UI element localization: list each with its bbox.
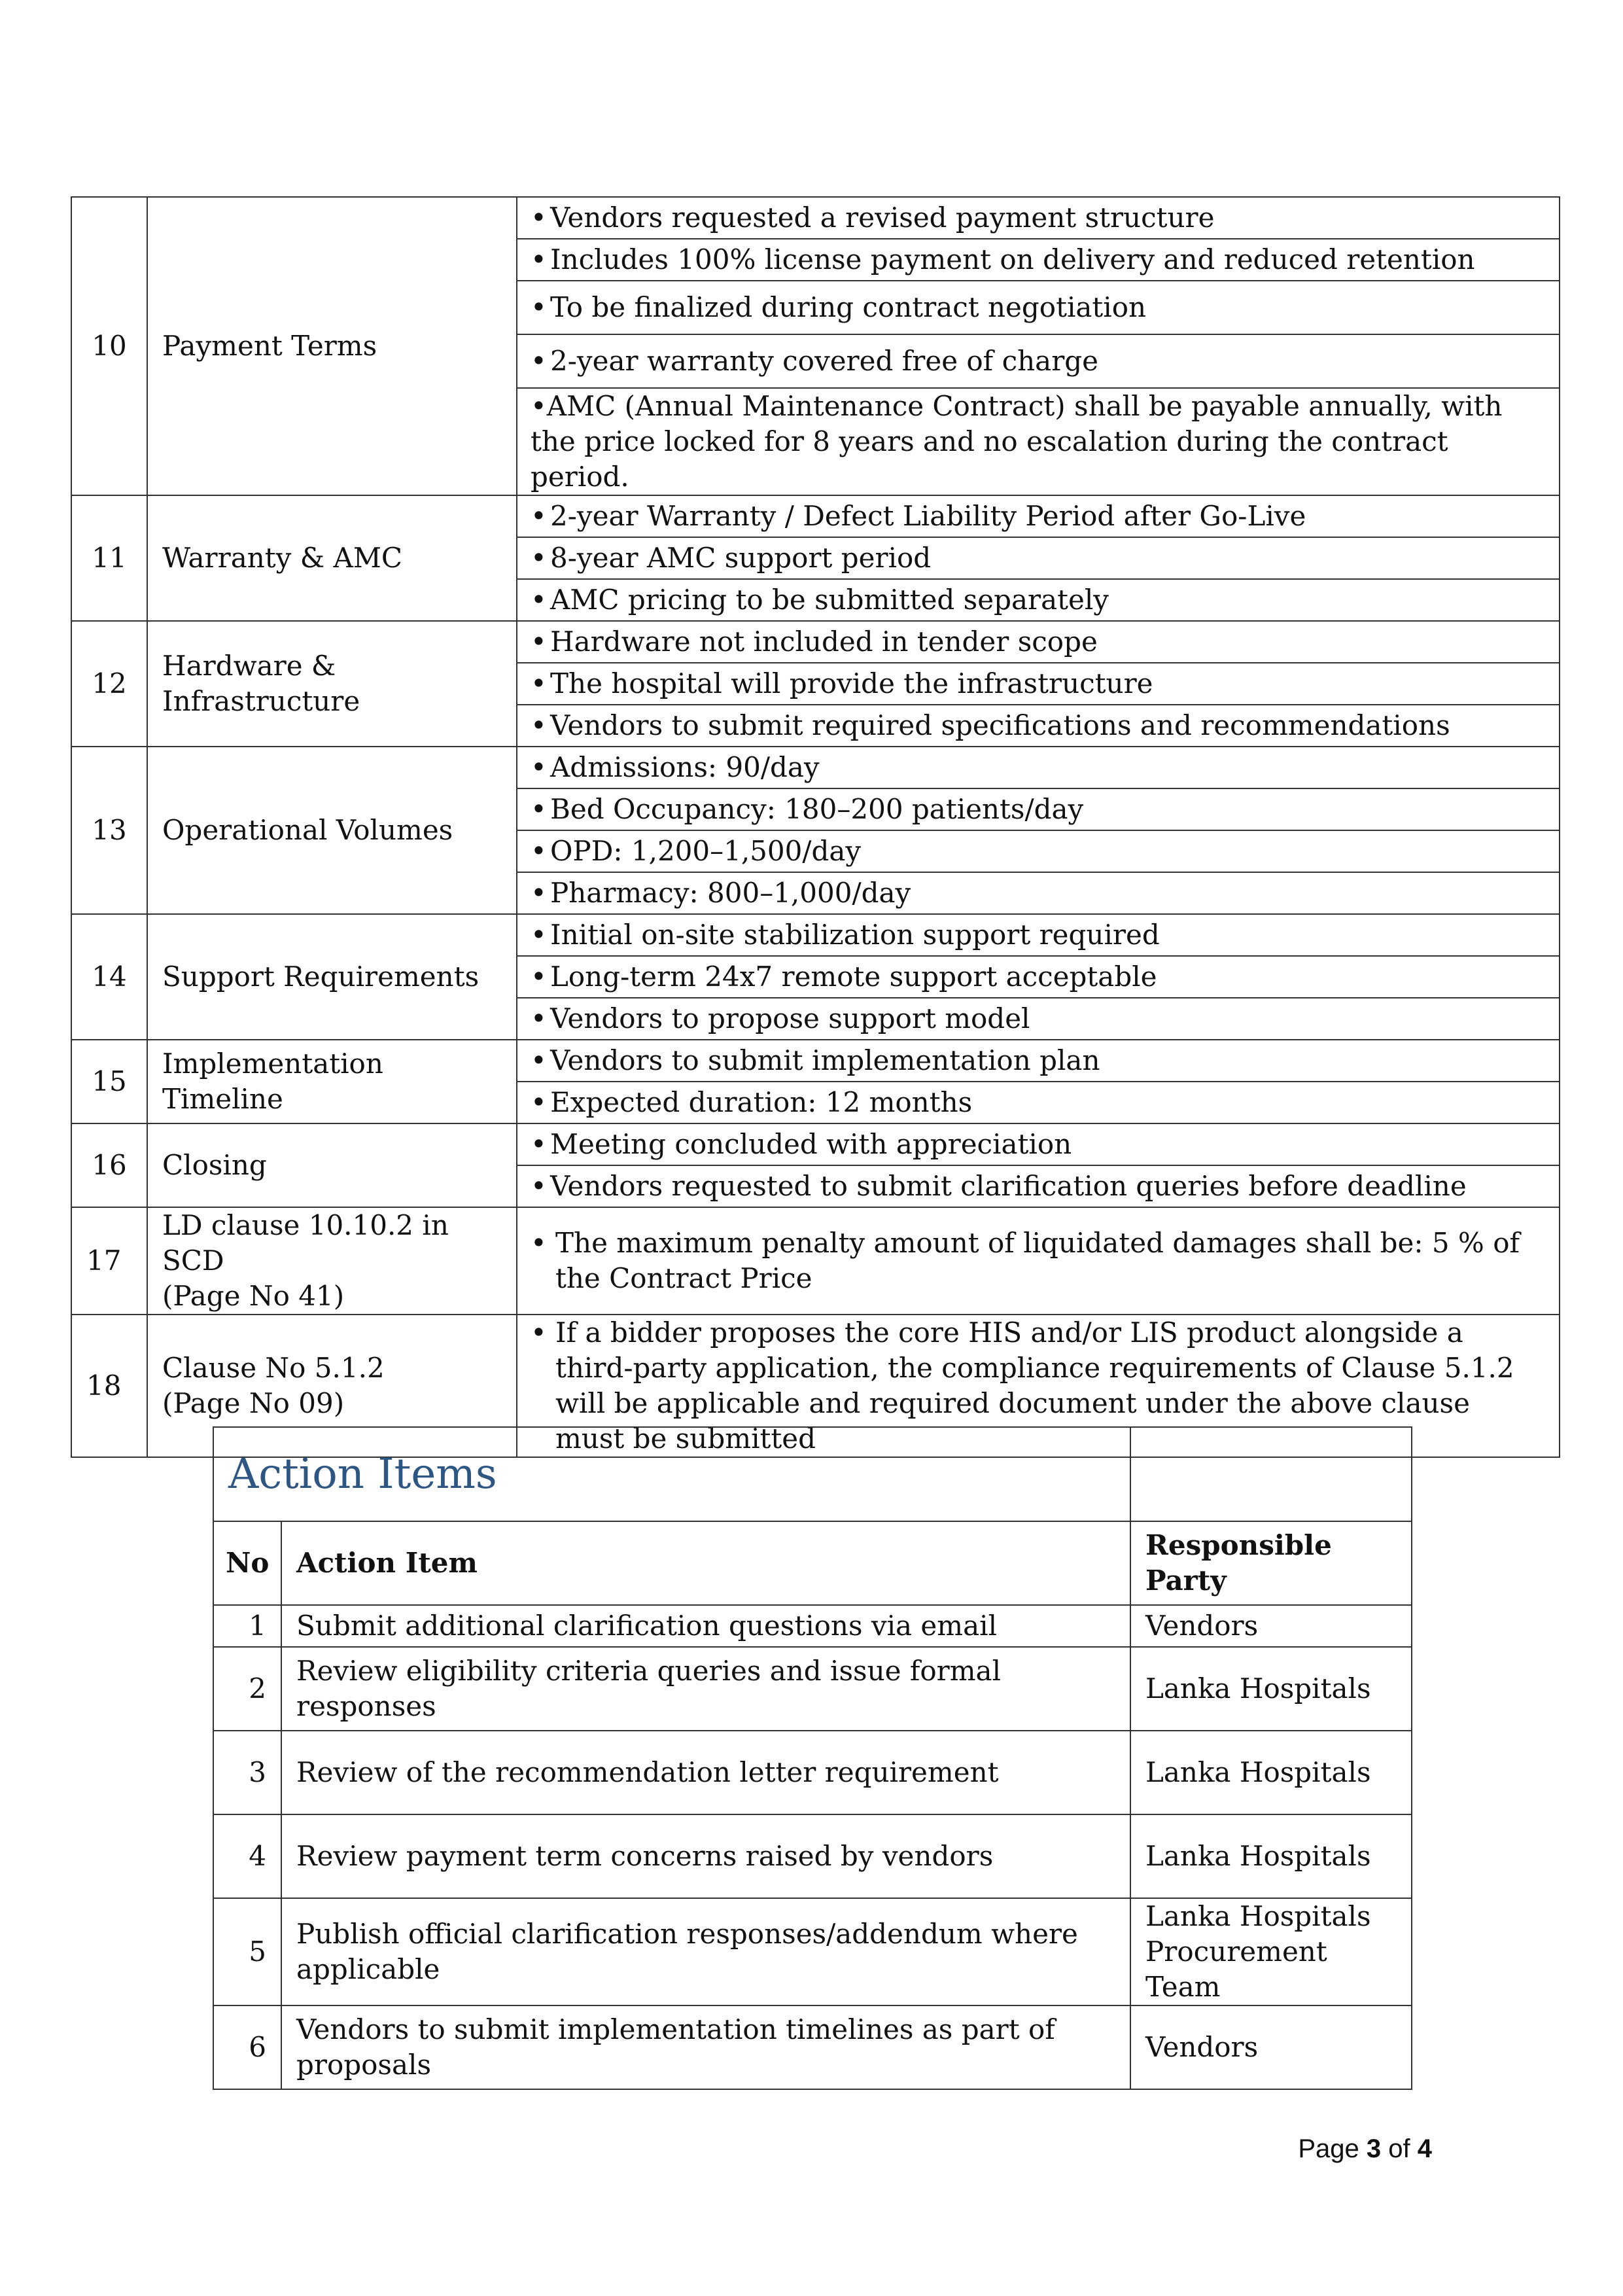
topic-title (147, 1207, 517, 1315)
topic-title: Hardware & Infrastructure (147, 621, 517, 747)
topic-title-line: (Page No 09) (162, 1387, 345, 1419)
column-header: Action Item (281, 1521, 1130, 1605)
detail-item: • Meeting concluded with appreciation (517, 1123, 1560, 1165)
of-label: of (1388, 2134, 1410, 2163)
row-number: 2 (213, 1647, 281, 1731)
action-item-text: Submit additional clarification questions via email (281, 1605, 1130, 1647)
detail-item: • Vendors to submit required specifications and recommendations (517, 705, 1560, 747)
bullet-icon: • (531, 390, 547, 422)
bullet-icon: • (531, 1227, 547, 1259)
detail-item: • The maximum penalty amount of liquidated damages shall be: 5 % of the Contract Price (517, 1207, 1560, 1315)
bullet-icon: • (531, 1044, 547, 1076)
table-row (71, 747, 1560, 788)
row-number: 6 (213, 2005, 281, 2089)
discussion-topics-table (71, 196, 1560, 1458)
topic-title: Operational Volumes (147, 747, 517, 914)
table-row (71, 495, 1560, 537)
bullet-icon: • (531, 243, 547, 275)
action-item-text: Review payment term concerns raised by vendors (281, 1814, 1130, 1898)
action-item-text: Publish official clarification responses/addendum where applicable (281, 1898, 1130, 2005)
table-row (213, 1731, 1412, 1814)
topic-title: Implementation Timeline (147, 1040, 517, 1123)
detail-item: • Vendors to propose support model (517, 998, 1560, 1040)
responsible-party: Lanka Hospitals (1130, 1814, 1412, 1898)
bullet-icon: • (531, 835, 547, 867)
responsible-party: Vendors (1130, 2005, 1412, 2089)
detail-item: • Bed Occupancy: 180–200 patients/day (517, 788, 1560, 830)
table-row (213, 2005, 1412, 2089)
detail-item: • OPD: 1,200–1,500/day (517, 830, 1560, 872)
topic-number: 14 (71, 914, 147, 1040)
current-page: 3 (1366, 2134, 1382, 2163)
table-row (71, 1123, 1560, 1165)
row-number: 3 (213, 1731, 281, 1814)
bullet-icon: • (531, 626, 547, 658)
table-row (71, 197, 1560, 239)
table-row (71, 1207, 1560, 1315)
row-number: 4 (213, 1814, 281, 1898)
table-header-row (213, 1521, 1412, 1605)
detail-item: • AMC pricing to be submitted separately (517, 579, 1560, 621)
bullet-icon: • (531, 1170, 547, 1202)
topic-title: Payment Terms (147, 197, 517, 495)
detail-item: • Initial on-site stabilization support required (517, 914, 1560, 956)
topic-number: 10 (71, 197, 147, 495)
page-label: Page (1298, 2134, 1359, 2163)
table-row (213, 1814, 1412, 1898)
topic-title: Warranty & AMC (147, 495, 517, 621)
bullet-icon: • (531, 793, 547, 825)
topic-title-line: LD clause 10.10.2 in SCD (162, 1209, 449, 1277)
detail-item: • Vendors requested a revised payment structure (517, 197, 1560, 239)
topic-number: 18 (71, 1315, 147, 1457)
responsible-party: Lanka Hospitals (1130, 1731, 1412, 1814)
topic-number: 15 (71, 1040, 147, 1123)
detail-item: • Vendors to submit implementation plan (517, 1040, 1560, 1082)
action-items-table (213, 1426, 1412, 2090)
action-item-text: Review eligibility criteria queries and issue formal responses (281, 1647, 1130, 1731)
detail-item: • Long-term 24x7 remote support acceptable (517, 956, 1560, 998)
topic-number: 12 (71, 621, 147, 747)
row-number: 5 (213, 1898, 281, 2005)
bullet-icon: • (531, 877, 547, 909)
topic-number: 16 (71, 1123, 147, 1207)
table-row (71, 621, 1560, 663)
topic-title: Closing (147, 1123, 517, 1207)
detail-item: •AMC (Annual Maintenance Contract) shall be payable annually, with the price locked for 8 years and no escalation during the contract period. (517, 388, 1560, 495)
responsible-party: Lanka Hospitals (1130, 1647, 1412, 1731)
responsible-party: Vendors (1130, 1605, 1412, 1647)
table-row (71, 914, 1560, 956)
detail-item: • The hospital will provide the infrastructure (517, 663, 1560, 705)
bullet-icon: • (531, 709, 547, 741)
detail-item: • 2-year Warranty / Defect Liability Period after Go-Live (517, 495, 1560, 537)
bullet-icon: • (531, 751, 547, 783)
column-header: No (213, 1521, 281, 1605)
topic-number: 11 (71, 495, 147, 621)
detail-item: • Admissions: 90/day (517, 747, 1560, 788)
detail-item: • To be finalized during contract negotiation (517, 281, 1560, 334)
bullet-icon: • (531, 1086, 547, 1118)
bullet-icon: • (531, 1316, 547, 1349)
bullet-icon: • (531, 584, 547, 616)
table-row (213, 1898, 1412, 2005)
detail-item: • 8-year AMC support period (517, 537, 1560, 579)
table-row (71, 1040, 1560, 1082)
bullet-icon: • (531, 291, 547, 323)
bullet-icon: • (531, 1002, 547, 1034)
bullet-icon: • (531, 667, 547, 699)
bullet-icon: • (531, 345, 547, 377)
topic-title: Support Requirements (147, 914, 517, 1040)
topic-title-line: (Page No 41) (162, 1280, 345, 1312)
detail-item: • Includes 100% license payment on delivery and reduced retention (517, 239, 1560, 281)
topic-number: 13 (71, 747, 147, 914)
table-row (213, 1605, 1412, 1647)
action-item-text: Review of the recommendation letter requirement (281, 1731, 1130, 1814)
table-row (213, 1427, 1412, 1521)
bullet-icon: • (531, 202, 547, 234)
detail-item: • Hardware not included in tender scope (517, 621, 1560, 663)
row-number: 1 (213, 1605, 281, 1647)
detail-item: • Vendors requested to submit clarification queries before deadline (517, 1165, 1560, 1207)
bullet-icon: • (531, 961, 547, 993)
topic-number: 17 (71, 1207, 147, 1315)
bullet-icon: • (531, 542, 547, 574)
table-row (213, 1647, 1412, 1731)
detail-item: • 2-year warranty covered free of charge (517, 334, 1560, 388)
bullet-icon: • (531, 1128, 547, 1160)
section-heading: Action Items (213, 1427, 1130, 1521)
detail-item: • If a bidder proposes the core HIS and/or LIS product alongside a third-party application, the compliance requirements of Clause 5.1.2 will be applicable and required document under the above clause must be submitted (517, 1315, 1560, 1457)
detail-item: • Pharmacy: 800–1,000/day (517, 872, 1560, 914)
bullet-icon: • (531, 500, 547, 532)
total-pages: 4 (1417, 2134, 1432, 2163)
bullet-icon: • (531, 919, 547, 951)
action-item-text: Vendors to submit implementation timelines as part of proposals (281, 2005, 1130, 2089)
column-header: Responsible Party (1130, 1521, 1412, 1605)
empty-cell (1130, 1427, 1412, 1521)
topic-title-line: Clause No 5.1.2 (162, 1352, 385, 1384)
responsible-party: Lanka Hospitals Procurement Team (1130, 1898, 1412, 2005)
page-number (1298, 2134, 1432, 2164)
detail-item: • Expected duration: 12 months (517, 1082, 1560, 1123)
